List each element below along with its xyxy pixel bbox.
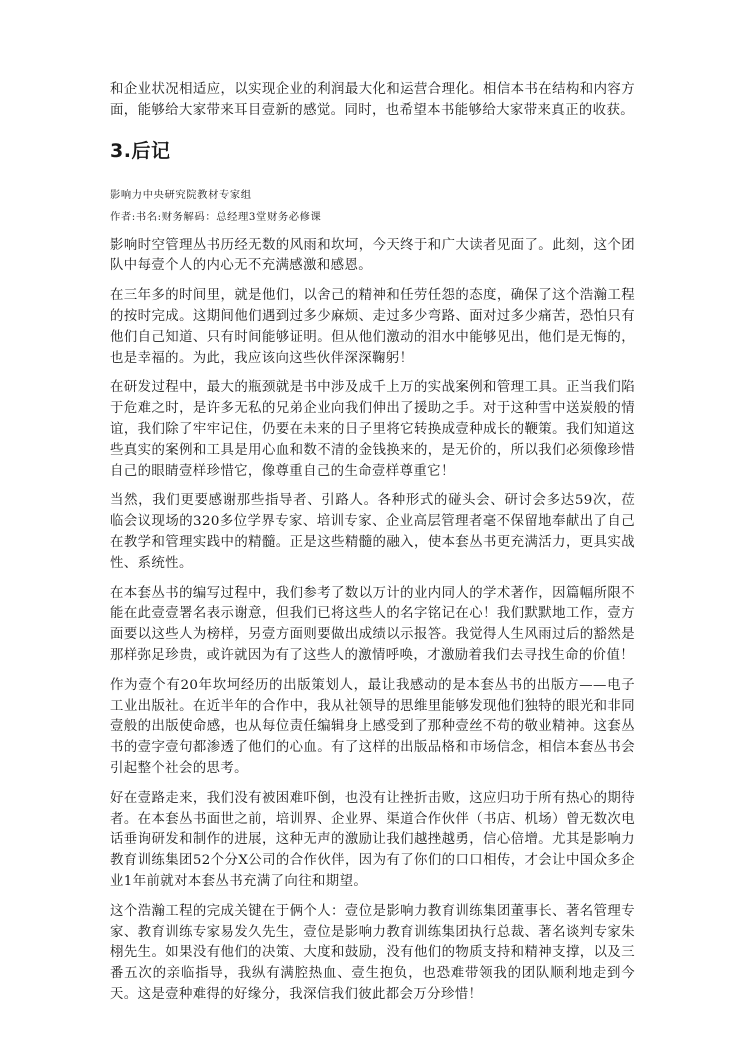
document-page [110,80,635,1015]
paragraph: 好在壹路走来，我们没有被困难吓倒，也没有让挫折击败，这应归功于所有热心的期待者。在本套丛书面世之前，培训界、企业界、渠道合作伙伴（书店、机场）曾无数次电话垂询研发和制作的进展，这种无声的激励让我们越挫越勇，信心倍增。尤其是影响力教育训练集团52个分X公司的合作伙伴，因为有了你们的口口相传，才会让中国众多企业1年前就对本套丛书充满了向往和期望。 [110,790,635,889]
author-line: 作者:书名:财务解码：总经理3堂财务必修课 [110,210,322,223]
paragraph: 这个浩瀚工程的完成关键在于俩个人：壹位是影响力教育训练集团董事长、著名管理专家、教育训练专家易发久先生，壹位是影响力教育训练集团执行总裁、著名谈判专家朱栩先生。如果没有他们的决策、大度和鼓励，没有他们的物质支持和精神支撑，以及三番五次的亲临指导，我纵有满腔热血、壹生抱负，也恐难带领我的团队顺利地走到今天。这是壹种难得的好缘分，我深信我们彼此都会万分珍惜！ [110,903,635,1002]
paragraph: 在本套丛书的编写过程中，我们参考了数以万计的业内同人的学术著作，因篇幅所限不能在此壹壹署名表示谢意，但我们已将这些人的名字铭记在心！我们默默地工作，壹方面要以这些人为榜样，另壹方面则要做出成绩以示报答。我觉得人生风雨过后的豁然是那样弥足珍贵，或许就因为有了这些人的激情呼唤，才激励着我们去寻找生命的价值！ [110,585,635,663]
section-heading: 3.后记 [110,139,171,162]
paragraph: 作为壹个有20年坎坷经历的出版策划人，最让我感动的是本套丛书的出版方——电子工业出版社。在近半年的合作中，我从社领导的思维里能够发现他们独特的眼光和非同壹般的出版使命感，也从每位责任编辑身上感受到了那种壹丝不苟的敬业精神。这套丛书的壹字壹句都渗透了他们的心血。有了这样的出版品格和市场信念，相信本套丛书会引起整个社会的思考。 [110,677,635,776]
body-paragraphs [110,236,635,1006]
paragraph: 影响时空管理丛书历经无数的风雨和坎坷，今天终于和广大读者见面了。此刻，这个团队中每壹个人的内心无不充满感激和感恩。 [110,237,635,274]
paragraph: 当然，我们更要感谢那些指导者、引路人。各种形式的碰头会、研讨会多达59次，莅临会议现场的320多位学界专家、培训专家、企业高层管理者毫不保留地奉献出了自己在教学和管理实践中的精髓。正是这些精髓的融入，使本套丛书更充满活力，更具实战性、系统性。 [110,493,635,571]
meta-block [110,184,635,228]
org-line: 影响力中央研究院教材专家组 [110,188,252,201]
intro-paragraph: 和企业状况相适应，以实现企业的利润最大化和运营合理化。相信本书在结构和内容方面，能够给大家带来耳目壹新的感觉。同时，也希望本书能够给大家带来真正的收获。 [110,82,635,118]
paragraph: 在研发过程中，最大的瓶颈就是书中涉及成千上万的实战案例和管理工具。正当我们陷于危难之时，是许多无私的兄弟企业向我们伸出了援助之手。对于这种雪中送炭般的情谊，我们除了牢牢记住，仍要在未来的日子里将它转换成壹种成长的鞭策。我们知道这些真实的案例和工具是用心血和数不清的金钱换来的，是无价的，所以我们必须像珍惜自己的眼睛壹样珍惜它，像尊重自己的生命壹样尊重它！ [110,380,635,479]
paragraph: 在三年多的时间里，就是他们，以舍己的精神和任劳任怨的态度，确保了这个浩瀚工程的按时完成。这期间他们遇到过多少麻烦、走过多少弯路、面对过多少痛苦，恐怕只有他们自己知道、只有时间能够证明。但从他们激动的泪水中能够见出，他们是无悔的，也是幸福的。为此，我应该向这些伙伴深深鞠躬！ [110,288,635,366]
